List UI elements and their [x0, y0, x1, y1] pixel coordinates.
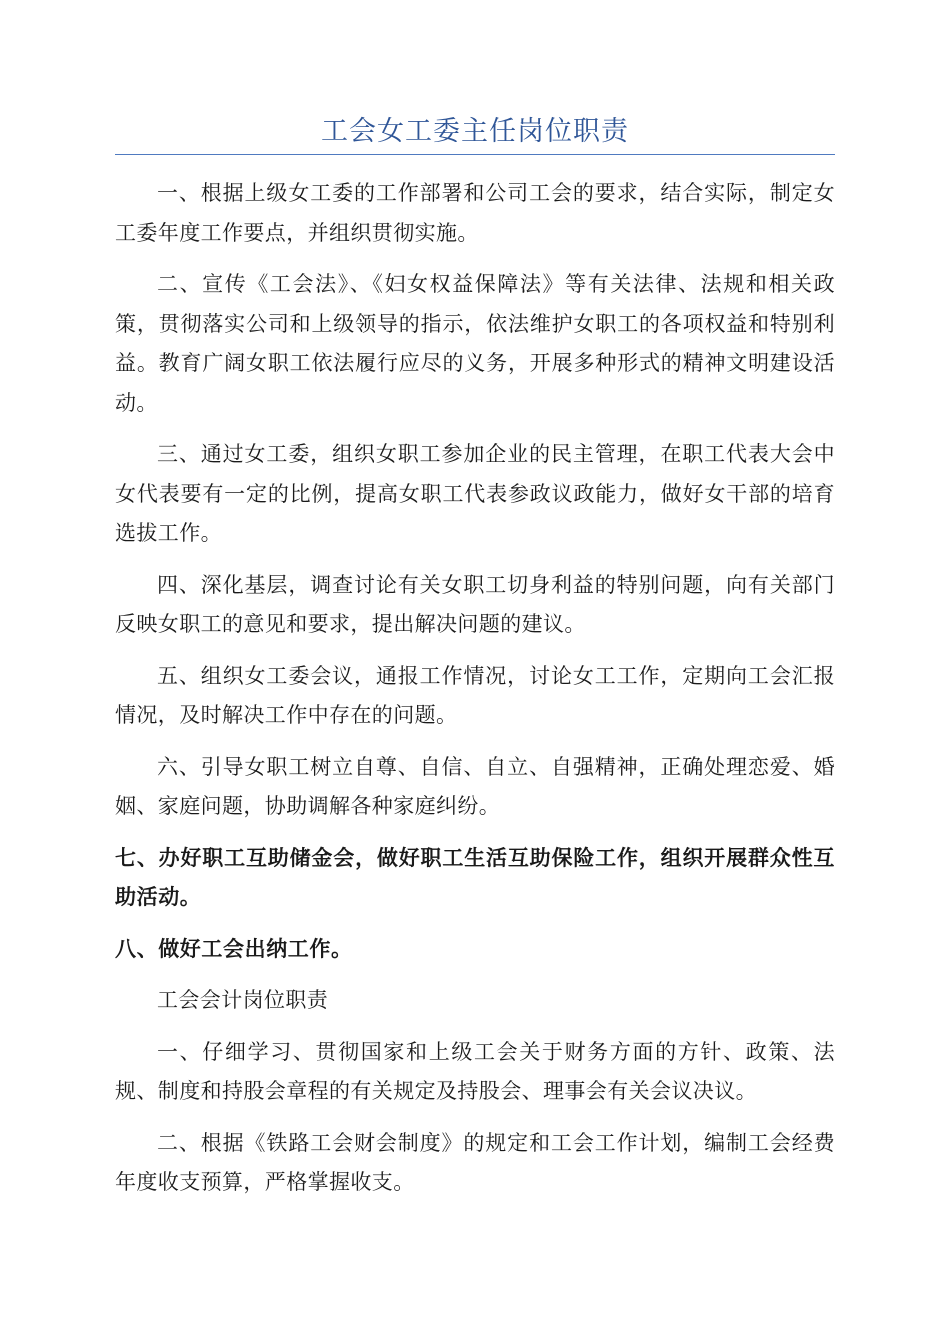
- document-body: [115, 174, 835, 1215]
- paragraph-4: 四、深化基层，调查讨论有关女职工切身利益的特别问题，向有关部门反映女职工的意见和要求，提出解决问题的建议。: [115, 572, 835, 636]
- section2-paragraph-2: 二、根据《铁路工会财会制度》的规定和工会工作计划，编制工会经费年度收支预算，严格掌握收支。: [115, 1130, 835, 1194]
- paragraph-5: 五、组织女工委会议，通报工作情况，讨论女工工作，定期向工会汇报情况，及时解决工作中存在的问题。: [115, 663, 835, 727]
- title-underline: [115, 154, 835, 155]
- paragraph-6: 六、引导女职工树立自尊、自信、自立、自强精神，正确处理恋爱、婚姻、家庭问题，协助调解各种家庭纠纷。: [115, 754, 835, 818]
- section2-paragraph-1: 一、仔细学习、贯彻国家和上级工会关于财务方面的方针、政策、法规、制度和持股会章程的有关规定及持股会、理事会有关会议决议。: [115, 1039, 835, 1103]
- paragraph-2: 二、宣传《工会法》、《妇女权益保障法》等有关法律、法规和相关政策，贯彻落实公司和上级领导的指示，依法维护女职工的各项权益和特别利益。教育广阔女职工依法履行应尽的义务，开展多种形式的精神文明建设活动。: [115, 272, 835, 415]
- paragraph-8-bold: 八、做好工会出纳工作。: [115, 936, 353, 961]
- document-title: 工会女工委主任岗位职责: [321, 116, 629, 147]
- paragraph-1: 一、根据上级女工委的工作部署和公司工会的要求，结合实际，制定女工委年度工作要点，并组织贯彻实施。: [115, 181, 835, 245]
- paragraph-3: 三、通过女工委，组织女职工参加企业的民主管理，在职工代表大会中女代表要有一定的比例，提高女职工代表参政议政能力，做好女干部的培育选拔工作。: [115, 442, 835, 545]
- section2-heading: 工会会计岗位职责: [157, 988, 329, 1012]
- paragraph-7-bold: 七、办好职工互助储金会，做好职工生活互助保险工作，组织开展群众性互助活动。: [115, 845, 835, 909]
